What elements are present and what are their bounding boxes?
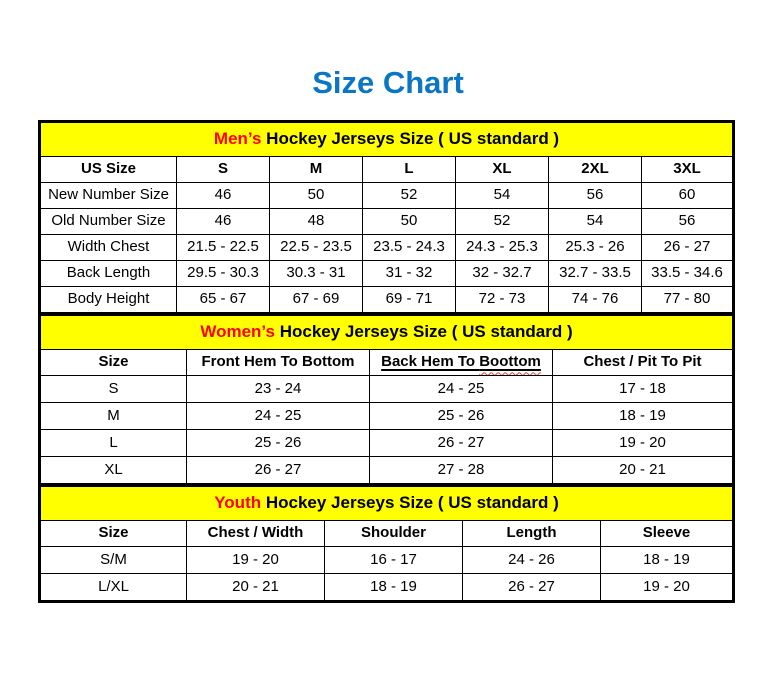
table-row	[40, 521, 734, 547]
table-row	[40, 376, 734, 403]
cell: 72 - 73	[456, 287, 549, 314]
cell: 26 - 27	[187, 457, 370, 485]
youth-col-header: Size	[40, 521, 187, 547]
cell: 25.3 - 26	[549, 235, 642, 261]
cell: 23.5 - 24.3	[363, 235, 456, 261]
mens-col-header: 3XL	[642, 157, 734, 183]
cell: 50	[363, 209, 456, 235]
table-row	[40, 430, 734, 457]
cell: 77 - 80	[642, 287, 734, 314]
table-row	[40, 209, 734, 235]
youth-size-table	[38, 484, 735, 603]
table-row	[40, 486, 734, 521]
table-row	[40, 403, 734, 430]
cell: 24.3 - 25.3	[456, 235, 549, 261]
cell: 29.5 - 30.3	[177, 261, 270, 287]
back-hem-misspelled-word: Boottom	[479, 353, 541, 371]
cell: 33.5 - 34.6	[642, 261, 734, 287]
row-label: Old Number Size	[40, 209, 177, 235]
page-title: Size Chart	[312, 65, 464, 100]
cell: 46	[177, 183, 270, 209]
cell: 19 - 20	[553, 430, 734, 457]
mens-section-rest: Hockey Jerseys Size ( US standard )	[261, 129, 560, 149]
size-label: L/XL	[40, 574, 187, 602]
mens-col-header: US Size	[40, 157, 177, 183]
row-label: Back Length	[40, 261, 177, 287]
row-label: New Number Size	[40, 183, 177, 209]
size-label: S	[40, 376, 187, 403]
cell: 24 - 25	[370, 376, 553, 403]
cell: 50	[270, 183, 363, 209]
cell: 74 - 76	[549, 287, 642, 314]
mens-section-header	[40, 122, 734, 157]
cell: 21.5 - 22.5	[177, 235, 270, 261]
mens-col-header: S	[177, 157, 270, 183]
cell: 18 - 19	[553, 403, 734, 430]
cell: 24 - 25	[187, 403, 370, 430]
cell: 26 - 27	[370, 430, 553, 457]
cell: 54	[549, 209, 642, 235]
table-row	[40, 122, 734, 157]
womens-section-rest: Hockey Jerseys Size ( US standard )	[274, 322, 573, 342]
size-label: XL	[40, 457, 187, 485]
table-row	[40, 235, 734, 261]
cell: 25 - 26	[370, 403, 553, 430]
table-row	[40, 287, 734, 314]
cell: 52	[363, 183, 456, 209]
womens-section-header	[40, 315, 734, 350]
cell: 26 - 27	[642, 235, 734, 261]
youth-section-accent: Youth	[214, 493, 262, 513]
row-label: Body Height	[40, 287, 177, 314]
cell: 54	[456, 183, 549, 209]
cell: 48	[270, 209, 363, 235]
table-row	[40, 315, 734, 350]
size-label: L	[40, 430, 187, 457]
youth-col-header: Sleeve	[601, 521, 734, 547]
mens-col-header: M	[270, 157, 363, 183]
mens-col-header: L	[363, 157, 456, 183]
size-chart-tables	[38, 120, 735, 603]
cell: 52	[456, 209, 549, 235]
row-label: Width Chest	[40, 235, 177, 261]
womens-col-header-back-hem	[370, 350, 553, 376]
table-row	[40, 157, 734, 183]
youth-col-header: Chest / Width	[187, 521, 325, 547]
table-row	[40, 183, 734, 209]
womens-col-header: Size	[40, 350, 187, 376]
table-row	[40, 457, 734, 485]
cell: 22.5 - 23.5	[270, 235, 363, 261]
cell: 24 - 26	[463, 547, 601, 574]
cell: 19 - 20	[601, 574, 734, 602]
table-row	[40, 350, 734, 376]
table-row	[40, 261, 734, 287]
size-label: M	[40, 403, 187, 430]
cell: 23 - 24	[187, 376, 370, 403]
table-row	[40, 547, 734, 574]
youth-col-header: Shoulder	[325, 521, 463, 547]
cell: 18 - 19	[601, 547, 734, 574]
cell: 46	[177, 209, 270, 235]
mens-col-header: XL	[456, 157, 549, 183]
womens-col-header: Chest / Pit To Pit	[553, 350, 734, 376]
cell: 65 - 67	[177, 287, 270, 314]
cell: 26 - 27	[463, 574, 601, 602]
cell: 32.7 - 33.5	[549, 261, 642, 287]
cell: 30.3 - 31	[270, 261, 363, 287]
cell: 16 - 17	[325, 547, 463, 574]
womens-section-accent: Women’s	[200, 322, 275, 342]
cell: 60	[642, 183, 734, 209]
womens-size-table	[38, 313, 735, 486]
cell: 67 - 69	[270, 287, 363, 314]
womens-col-header: Front Hem To Bottom	[187, 350, 370, 376]
youth-col-header: Length	[463, 521, 601, 547]
cell: 69 - 71	[363, 287, 456, 314]
mens-col-header: 2XL	[549, 157, 642, 183]
table-row	[40, 574, 734, 602]
cell: 56	[549, 183, 642, 209]
cell: 18 - 19	[325, 574, 463, 602]
youth-section-header	[40, 486, 734, 521]
youth-section-rest: Hockey Jerseys Size ( US standard )	[261, 493, 559, 513]
cell: 25 - 26	[187, 430, 370, 457]
cell: 20 - 21	[553, 457, 734, 485]
cell: 31 - 32	[363, 261, 456, 287]
cell: 27 - 28	[370, 457, 553, 485]
cell: 19 - 20	[187, 547, 325, 574]
cell: 32 - 32.7	[456, 261, 549, 287]
underlined-header-text	[381, 353, 541, 370]
mens-size-table	[38, 120, 735, 315]
cell: 56	[642, 209, 734, 235]
mens-section-accent: Men’s	[213, 129, 262, 149]
cell: 20 - 21	[187, 574, 325, 602]
size-label: S/M	[40, 547, 187, 574]
cell: 17 - 18	[553, 376, 734, 403]
back-hem-prefix: Back Hem To	[381, 353, 480, 371]
